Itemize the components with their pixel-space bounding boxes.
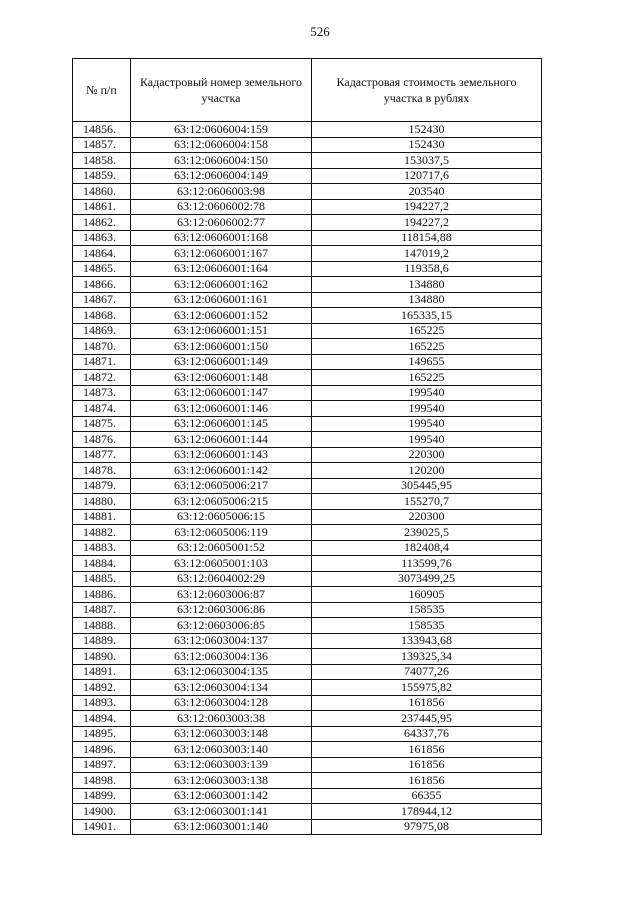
cadastral-number-cell: 63:12:0606001:146 [131,401,312,417]
row-number-cell: 14889. [73,633,131,649]
cadastral-number-cell: 63:12:0604002:29 [131,571,312,587]
row-number-cell: 14860. [73,184,131,200]
page-number: 526 [310,24,330,39]
cadastral-value-cell: 194227,2 [312,215,542,231]
cadastral-value-cell: 194227,2 [312,199,542,215]
table-body [73,122,542,835]
row-number-cell: 14863. [73,230,131,246]
row-number-cell: 14880. [73,494,131,510]
cadastral-value-cell: 161856 [312,742,542,758]
row-number-cell: 14858. [73,153,131,169]
row-number-cell: 14857. [73,137,131,153]
header-row-number: № п/п [73,59,131,122]
cadastral-number-cell: 63:12:0606001:161 [131,292,312,308]
row-number-cell: 14893. [73,695,131,711]
table-header [73,59,542,122]
cadastral-value-cell: 182408,4 [312,540,542,556]
cadastral-number-cell: 63:12:0606001:144 [131,432,312,448]
cadastral-value-cell: 119358,6 [312,261,542,277]
cadastral-value-cell: 120200 [312,463,542,479]
row-number-cell: 14875. [73,416,131,432]
cadastral-number-cell: 63:12:0606002:77 [131,215,312,231]
cadastral-number-cell: 63:12:0606001:151 [131,323,312,339]
cadastral-value-cell: 160905 [312,587,542,603]
row-number-cell: 14865. [73,261,131,277]
row-number-cell: 14861. [73,199,131,215]
cadastral-value-cell: 66355 [312,788,542,804]
cadastral-value-cell: 155975,82 [312,680,542,696]
row-number-cell: 14894. [73,711,131,727]
row-number-cell: 14897. [73,757,131,773]
table-row [73,354,542,370]
table-row [73,261,542,277]
table-row [73,215,542,231]
row-number-cell: 14899. [73,788,131,804]
cadastral-number-cell: 63:12:0605006:215 [131,494,312,510]
cadastral-number-cell: 63:12:0603001:142 [131,788,312,804]
table-row [73,680,542,696]
cadastral-number-cell: 63:12:0605001:52 [131,540,312,556]
cadastral-number-cell: 63:12:0606001:143 [131,447,312,463]
row-number-cell: 14878. [73,463,131,479]
row-number-cell: 14859. [73,168,131,184]
cadastral-value-cell: 165225 [312,339,542,355]
table-row [73,168,542,184]
table-row [73,602,542,618]
cadastral-value-cell: 165225 [312,323,542,339]
cadastral-number-cell: 63:12:0606002:78 [131,199,312,215]
cadastral-number-cell: 63:12:0605006:15 [131,509,312,525]
cadastral-number-cell: 63:12:0606001:152 [131,308,312,324]
cadastral-number-cell: 63:12:0603004:128 [131,695,312,711]
cadastral-number-cell: 63:12:0606003:98 [131,184,312,200]
cadastral-number-cell: 63:12:0605006:217 [131,478,312,494]
table-row [73,788,542,804]
cadastral-number-cell: 63:12:0603003:140 [131,742,312,758]
cadastral-value-cell: 134880 [312,277,542,293]
cadastral-value-cell: 158535 [312,618,542,634]
table-row [73,199,542,215]
table-row [73,137,542,153]
row-number-cell: 14870. [73,339,131,355]
cadastral-value-cell: 113599,76 [312,556,542,572]
table-row [73,649,542,665]
cadastral-value-cell: 178944,12 [312,804,542,820]
cadastral-value-cell: 220300 [312,509,542,525]
row-number-cell: 14888. [73,618,131,634]
cadastral-number-cell: 63:12:0606004:150 [131,153,312,169]
cadastral-value-cell: 64337,76 [312,726,542,742]
cadastral-value-cell: 158535 [312,602,542,618]
cadastral-number-cell: 63:12:0606001:149 [131,354,312,370]
cadastral-number-cell: 63:12:0606004:159 [131,122,312,138]
row-number-cell: 14871. [73,354,131,370]
cadastral-value-cell: 199540 [312,385,542,401]
table-row [73,184,542,200]
table-row [73,447,542,463]
cadastral-value-cell: 118154,88 [312,230,542,246]
table-row [73,509,542,525]
cadastral-number-cell: 63:12:0606001:150 [131,339,312,355]
cadastral-number-cell: 63:12:0606004:158 [131,137,312,153]
cadastral-number-cell: 63:12:0606001:147 [131,385,312,401]
header-cadastral-value: Кадастровая стоимость земельного участка в рублях [312,59,542,122]
cadastral-value-cell: 199540 [312,401,542,417]
cadastral-number-cell: 63:12:0606001:142 [131,463,312,479]
table-row [73,540,542,556]
table-row [73,277,542,293]
table-row [73,323,542,339]
cadastral-number-cell: 63:12:0603006:87 [131,587,312,603]
row-number-cell: 14892. [73,680,131,696]
row-number-cell: 14885. [73,571,131,587]
row-number-cell: 14891. [73,664,131,680]
table-row [73,804,542,820]
table-row [73,757,542,773]
row-number-cell: 14896. [73,742,131,758]
row-number-cell: 14879. [73,478,131,494]
row-number-cell: 14867. [73,292,131,308]
row-number-cell: 14868. [73,308,131,324]
row-number-cell: 14900. [73,804,131,820]
cadastral-number-cell: 63:12:0606001:168 [131,230,312,246]
cadastral-value-cell: 139325,34 [312,649,542,665]
cadastral-value-cell: 152430 [312,122,542,138]
cadastral-value-cell: 74077,26 [312,664,542,680]
table-row [73,742,542,758]
cadastral-value-cell: 134880 [312,292,542,308]
table-row [73,416,542,432]
cadastral-value-cell: 220300 [312,447,542,463]
cadastral-value-cell: 155270,7 [312,494,542,510]
cadastral-number-cell: 63:12:0603006:86 [131,602,312,618]
table-row [73,571,542,587]
table-row [73,711,542,727]
row-number-cell: 14898. [73,773,131,789]
cadastral-number-cell: 63:12:0603003:148 [131,726,312,742]
table-row [73,633,542,649]
row-number-cell: 14864. [73,246,131,262]
cadastral-value-cell: 165335,15 [312,308,542,324]
table-row [73,308,542,324]
cadastral-number-cell: 63:12:0606001:162 [131,277,312,293]
table-row [73,432,542,448]
row-number-cell: 14862. [73,215,131,231]
table-row [73,587,542,603]
cadastral-number-cell: 63:12:0603001:141 [131,804,312,820]
table-row [73,401,542,417]
table-row [73,463,542,479]
row-number-cell: 14895. [73,726,131,742]
table-row [73,819,542,835]
table-row [73,773,542,789]
cadastral-value-cell: 305445,95 [312,478,542,494]
header-cadastral-number: Кадастровый номер земельного участка [131,59,312,122]
cadastral-value-cell: 161856 [312,757,542,773]
table-row [73,292,542,308]
cadastral-value-cell: 161856 [312,773,542,789]
row-number-cell: 14881. [73,509,131,525]
cadastral-number-cell: 63:12:0606001:167 [131,246,312,262]
cadastral-number-cell: 63:12:0603004:134 [131,680,312,696]
cadastral-number-cell: 63:12:0606001:164 [131,261,312,277]
table-row [73,122,542,138]
row-number-cell: 14877. [73,447,131,463]
table-row [73,230,542,246]
cadastral-number-cell: 63:12:0606004:149 [131,168,312,184]
row-number-cell: 14876. [73,432,131,448]
cadastral-value-cell: 133943,68 [312,633,542,649]
row-number-cell: 14873. [73,385,131,401]
cadastre-table [72,58,542,835]
row-number-cell: 14883. [73,540,131,556]
cadastral-value-cell: 199540 [312,432,542,448]
row-number-cell: 14901. [73,819,131,835]
cadastral-number-cell: 63:12:0605001:103 [131,556,312,572]
table-row [73,478,542,494]
row-number-cell: 14882. [73,525,131,541]
table-row [73,339,542,355]
cadastral-number-cell: 63:12:0603004:135 [131,664,312,680]
table-row [73,153,542,169]
cadastral-value-cell: 237445,95 [312,711,542,727]
cadastral-value-cell: 97975,08 [312,819,542,835]
row-number-cell: 14887. [73,602,131,618]
table-row [73,664,542,680]
cadastral-value-cell: 147019,2 [312,246,542,262]
cadastral-value-cell: 149655 [312,354,542,370]
cadastral-number-cell: 63:12:0606001:148 [131,370,312,386]
row-number-cell: 14874. [73,401,131,417]
cadastral-value-cell: 199540 [312,416,542,432]
header-row [73,59,542,122]
cadastral-value-cell: 3073499,25 [312,571,542,587]
row-number-cell: 14856. [73,122,131,138]
cadastral-number-cell: 63:12:0603003:138 [131,773,312,789]
table-row [73,695,542,711]
cadastral-number-cell: 63:12:0603003:38 [131,711,312,727]
cadastral-value-cell: 203540 [312,184,542,200]
row-number-cell: 14886. [73,587,131,603]
cadastral-number-cell: 63:12:0605006:119 [131,525,312,541]
table-row [73,726,542,742]
row-number-cell: 14866. [73,277,131,293]
cadastral-number-cell: 63:12:0603004:136 [131,649,312,665]
table-row [73,385,542,401]
cadastral-number-cell: 63:12:0603003:139 [131,757,312,773]
row-number-cell: 14890. [73,649,131,665]
table-row [73,525,542,541]
cadastral-number-cell: 63:12:0603001:140 [131,819,312,835]
row-number-cell: 14869. [73,323,131,339]
table-row [73,556,542,572]
row-number-cell: 14872. [73,370,131,386]
cadastral-value-cell: 152430 [312,137,542,153]
table-row [73,618,542,634]
table-row [73,246,542,262]
cadastral-value-cell: 120717,6 [312,168,542,184]
cadastral-value-cell: 165225 [312,370,542,386]
cadastral-value-cell: 153037,5 [312,153,542,169]
row-number-cell: 14884. [73,556,131,572]
table-row [73,370,542,386]
table-row [73,494,542,510]
cadastral-number-cell: 63:12:0606001:145 [131,416,312,432]
cadastral-number-cell: 63:12:0603004:137 [131,633,312,649]
cadastral-value-cell: 161856 [312,695,542,711]
cadastral-value-cell: 239025,5 [312,525,542,541]
cadastral-number-cell: 63:12:0603006:85 [131,618,312,634]
